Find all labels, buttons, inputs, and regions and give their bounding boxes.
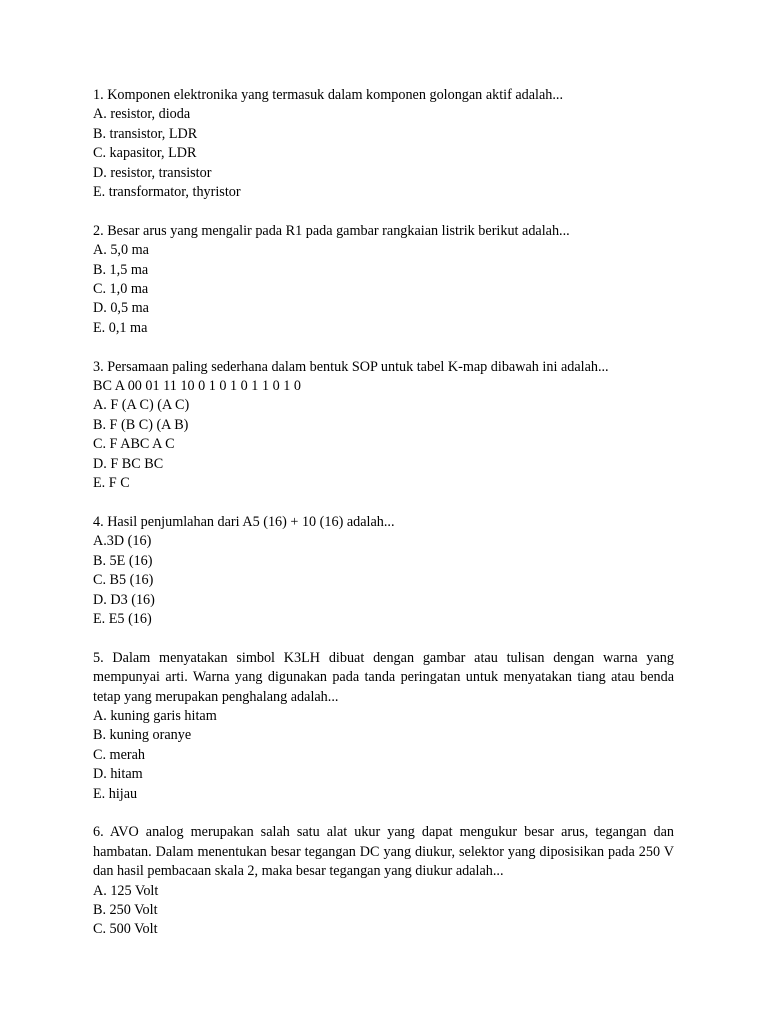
question-5 [93, 649, 674, 804]
question-stem: 6. AVO analog merupakan salah satu alat ukur yang dapat mengukur besar arus, tegangan dan hambatan. Dalam menentukan besar tegangan DC yang diukur, selektor yang diposisikan pada 250 V dan hasil pembacaan skala 2, maka besar tegangan yang diukur adalah... [93, 824, 674, 880]
question-2 [93, 222, 674, 338]
answer-option: B. transistor, LDR [93, 125, 198, 142]
answer-option: C. B5 (16) [93, 572, 154, 589]
answer-option: C. kapasitor, LDR [93, 145, 197, 162]
answer-option: E. 0,1 ma [93, 319, 148, 336]
question-6 [93, 823, 674, 939]
question-3 [93, 358, 674, 494]
answer-option: A. 125 Volt [93, 882, 159, 899]
answer-option: C. 1,0 ma [93, 281, 149, 298]
answer-option: E. hijau [93, 785, 138, 802]
kmap-table-text: BC A 00 01 11 10 0 1 0 1 0 1 1 0 1 0 [93, 378, 301, 395]
question-list [93, 86, 674, 959]
answer-option: E. F C [93, 475, 130, 492]
answer-option: E. transformator, thyristor [93, 184, 241, 201]
answer-option: C. F ABC A C [93, 436, 175, 453]
answer-option: E. E5 (16) [93, 610, 152, 627]
answer-option: A. F (A C) (A C) [93, 397, 190, 414]
answer-option: A. resistor, dioda [93, 106, 191, 123]
answer-option: D. resistor, transistor [93, 164, 212, 181]
answer-option: B. 5E (16) [93, 552, 153, 569]
question-4 [93, 513, 674, 629]
question-stem: 2. Besar arus yang mengalir pada R1 pada gambar rangkaian listrik berikut adalah... [93, 222, 570, 239]
answer-option: A.3D (16) [93, 533, 152, 550]
question-1 [93, 86, 674, 202]
answer-option: D. F BC BC [93, 455, 164, 472]
question-stem: 4. Hasil penjumlahan dari A5 (16) + 10 (16) adalah... [93, 513, 395, 530]
question-stem: 1. Komponen elektronika yang termasuk dalam komponen golongan aktif adalah... [93, 87, 564, 103]
answer-option: D. D3 (16) [93, 591, 155, 608]
answer-option: C. 500 Volt [93, 921, 158, 938]
answer-option: D. 0,5 ma [93, 300, 149, 317]
answer-option: B. F (B C) (A B) [93, 416, 189, 433]
question-stem: 3. Persamaan paling sederhana dalam bentuk SOP untuk tabel K-map dibawah ini adalah... [93, 358, 609, 375]
answer-option: B. 250 Volt [93, 901, 158, 918]
answer-option: B. kuning oranye [93, 727, 192, 744]
answer-option: A. 5,0 ma [93, 242, 149, 259]
question-stem: 5. Dalam menyatakan simbol K3LH dibuat dengan gambar atau tulisan dengan warna yang mempunyai arti. Warna yang digunakan pada tanda peringatan untuk menyatakan tiang atau benda tetap yang merupakan penghalang adalah... [93, 649, 674, 705]
answer-option: B. 1,5 ma [93, 261, 149, 278]
answer-option: D. hitam [93, 766, 143, 783]
answer-option: C. merah [93, 746, 146, 763]
answer-option: A. kuning garis hitam [93, 707, 217, 724]
